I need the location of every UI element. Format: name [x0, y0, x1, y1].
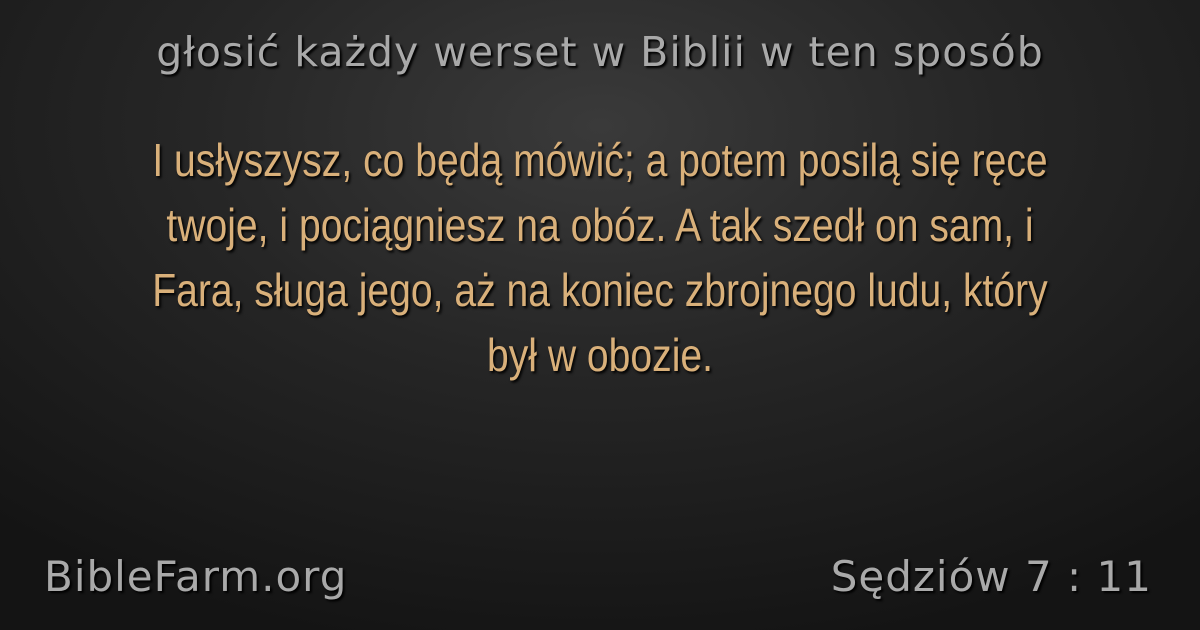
- tagline: głosić każdy werset w Biblii w ten sposób: [156, 28, 1044, 76]
- verse-reference: Sędziów 7 : 11: [830, 552, 1152, 601]
- verse-text: I usłyszysz, co będą mówić; a potem posilą się ręce twoje, i pociągniesz na obóz. A tak szedł on sam, i Fara, sługa jego, aż na koniec zbrojnego ludu, który był w obozie.: [152, 134, 1048, 381]
- site-name: BibleFarm.org: [44, 552, 348, 601]
